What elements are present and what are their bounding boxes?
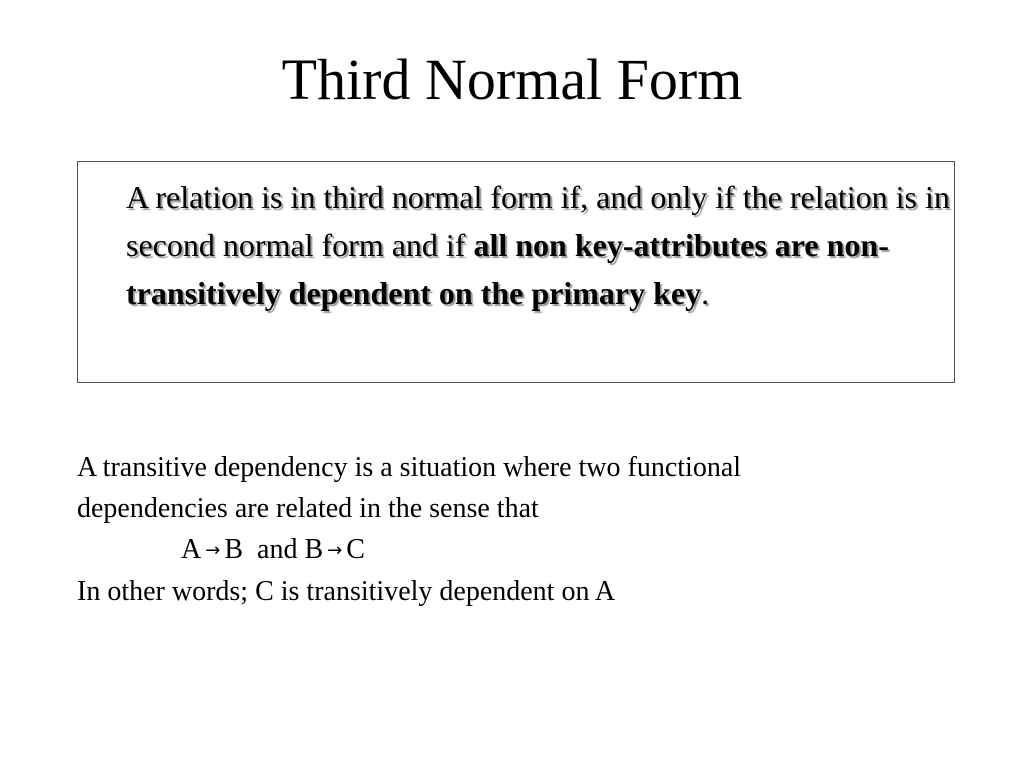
definition-intro: A relation is in third normal form if, and only if the relation is in second normal form and if — [126, 179, 950, 263]
explanation-line-4: In other words; C is transitively dependent on A — [77, 576, 616, 607]
definition-text — [126, 173, 956, 317]
definition-emphasis: all non key-attributes are non-transitively dependent on the primary key — [126, 227, 889, 311]
dependency-2-right: C — [346, 534, 365, 565]
dependency-2-left: B — [304, 534, 324, 565]
right-arrow-icon: → — [327, 540, 343, 561]
transitive-dependency-explanation — [77, 447, 977, 612]
definition-end: . — [701, 275, 710, 311]
dependency-formula — [77, 529, 977, 571]
dependency-conjunction: and — [257, 534, 298, 565]
dependency-1-left: A — [181, 534, 202, 565]
slide-title: Third Normal Form — [281, 47, 743, 112]
explanation-line-1: A transitive dependency is a situation where two functional — [77, 452, 742, 483]
right-arrow-icon: → — [205, 540, 221, 561]
definition-box — [77, 161, 955, 383]
dependency-1-right: B — [224, 534, 244, 565]
explanation-line-2: dependencies are related in the sense that — [77, 493, 539, 524]
